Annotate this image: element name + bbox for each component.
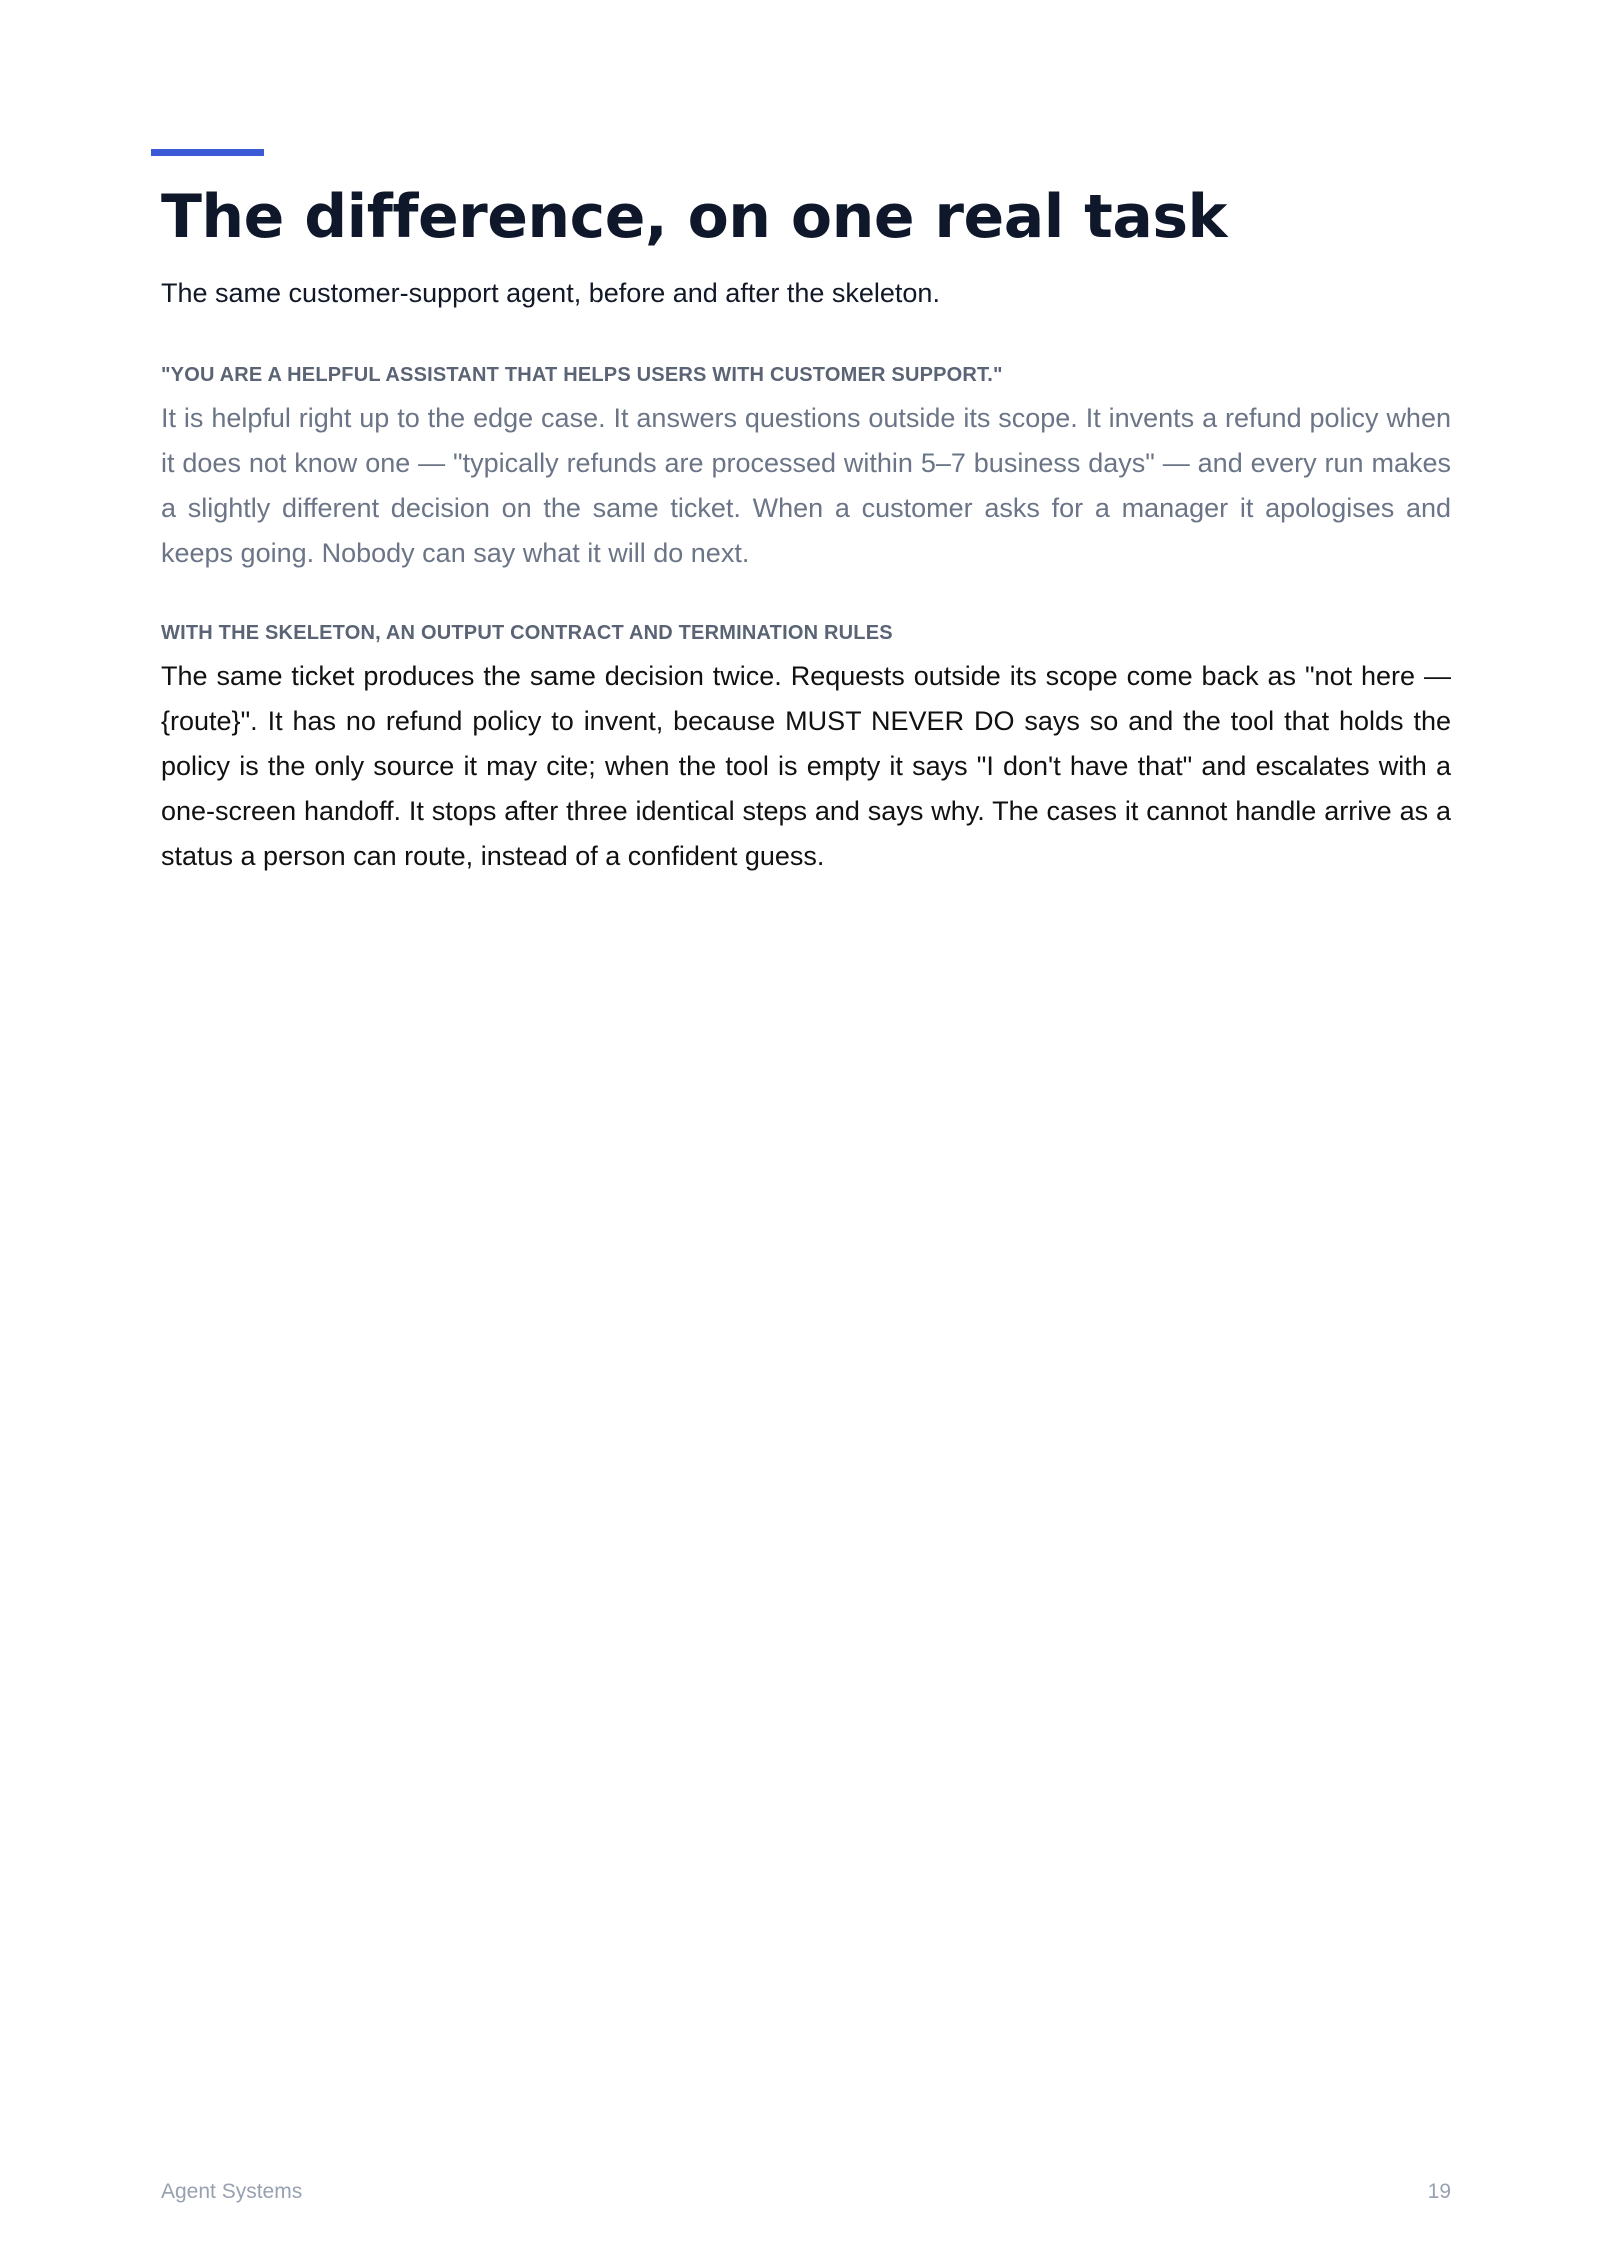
before-section-label: "YOU ARE A HELPFUL ASSISTANT THAT HELPS USERS WITH CUSTOMER SUPPORT." [161, 364, 1003, 386]
footer-page-number: 19 [1427, 2180, 1451, 2203]
after-section-text: The same ticket produces the same decision twice. Requests outside its scope come back as "not here — {route}". It has no refund policy to invent, because MUST NEVER DO says so and the tool that holds the policy is the only source it may cite; when the tool is empty it says "I don't have that" and escalates with a one-screen handoff. It stops after three identical steps and says why. The cases it cannot handle arrive as a status a person can route, instead of a confident guess. [161, 661, 1451, 871]
page-subtitle: The same customer-support agent, before and after the skeleton. [161, 278, 940, 308]
footer-document-title: Agent Systems [161, 2180, 303, 2203]
page-title: The difference, on one real task [161, 182, 1227, 252]
page-content [161, 172, 1451, 879]
before-section-text: It is helpful right up to the edge case. It answers questions outside its scope. It invents a refund policy when it does not know one — "typically refunds are processed within 5–7 business days" — and every run makes a slightly different decision on the same ticket. When a customer asks for a manager it apologises and keeps going. Nobody can say what it will do next. [161, 403, 1451, 568]
title-accent-rule [151, 149, 264, 156]
after-section-label: WITH THE SKELETON, AN OUTPUT CONTRACT AND TERMINATION RULES [161, 622, 893, 644]
